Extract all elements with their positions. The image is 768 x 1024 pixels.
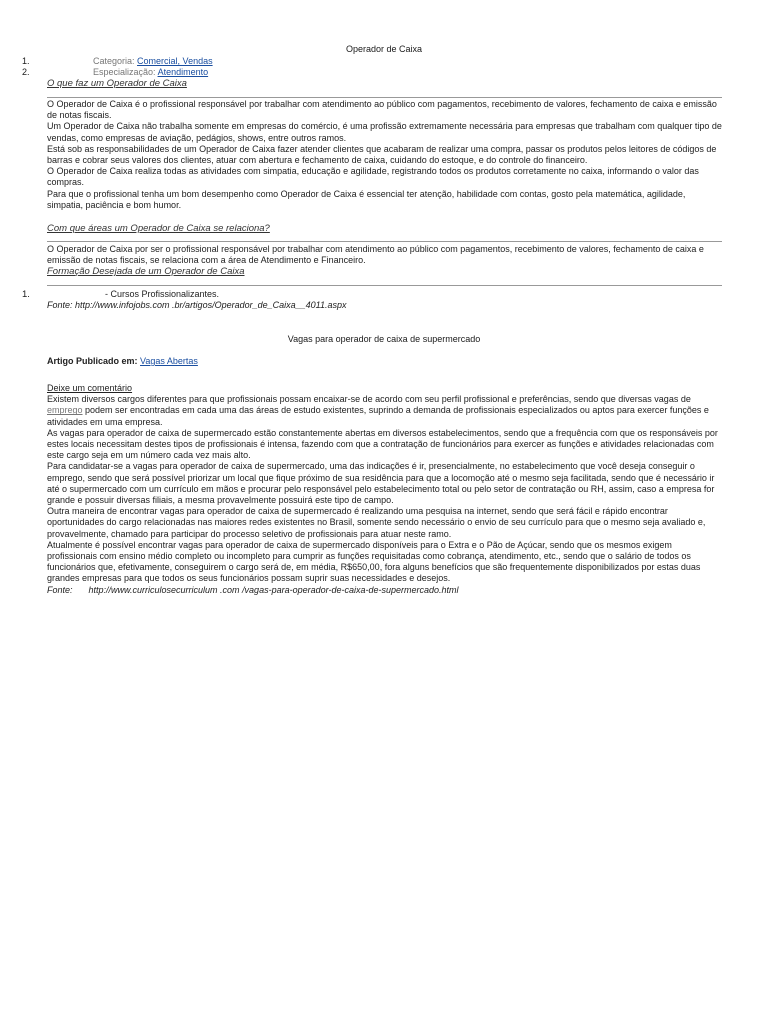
paragraph: Para candidatar-se a vagas para operador de caixa de supermercado, uma das indicações é ir, presencialmente, no estabelecimento que você deseja conseguir o emprego, sendo que será possível priorizar um local que fique próximo de sua residência para que a locomoção até o mesmo seja facilitada, sendo que é necessário ir até o supermercado com um currículo em mãos e procurar pelo responsável pelo estabelecimento total ou pelo setor de contratação ou RH, assim, caso a empresa for grande e possuir diversas filiais, a mesma provavelmente possuirá este tipo de campo. — [47, 461, 715, 506]
meta-specialization — [93, 67, 208, 78]
published-label: Artigo Publicado em: — [47, 356, 138, 366]
published-category-link[interactable]: Vagas Abertas — [140, 356, 198, 366]
category-link[interactable]: Comercial, Vendas — [137, 56, 213, 66]
comment-link[interactable]: Deixe um comentário — [47, 383, 133, 393]
divider — [47, 97, 722, 98]
paragraph: O Operador de Caixa é o profissional responsável por trabalhar com atendimento ao público com pagamentos, recebimento de valores, fechamento de caixa e emissão de notas fiscais. — [47, 99, 717, 121]
paragraph: As vagas para operador de caixa de supermercado estão constantemente abertas em diversos estabelecimentos, sendo que a frequência com que os responsáveis por estes locais necessitam destes tipos de profissionais é intensa, fazendo com que a contratação de funcionários para exercer as funções e atividades relacionadas com este cargo seja em um número cada vez mais alto. — [47, 427, 718, 461]
section-heading-what-does: O que faz um Operador de Caixa — [47, 78, 187, 89]
section-heading-related-areas: Com que áreas um Operador de Caixa se relaciona? — [47, 223, 270, 234]
meta-specialization-label: Especialização: — [93, 67, 156, 77]
article-body — [47, 383, 723, 596]
meta-number-1: 1. — [22, 56, 30, 66]
paragraph — [47, 394, 723, 428]
source-citation: Fonte: http://www.infojobs.com .br/artigos/Operador_de_Caixa__4011.aspx — [47, 300, 347, 310]
doc-title: Operador de Caixa — [345, 44, 423, 54]
specialization-link[interactable]: Atendimento — [157, 67, 209, 77]
paragraph: Atualmente é possível encontrar vagas para operador de caixa de supermercado disponíveis para o Extra e o Pão de Açúcar, sendo que os mesmos exigem profissionais com ensino médio completo ou incompleto para cumprir as funções requisitadas como cobrança, atendimento, etc., sendo que o salário de todos os funcionários que, efetivamente, conseguirem o cargo será de, em média, R$650,00, fora alguns benefícios que são frequentemente disponibilizados por estas duas grandes empresas para que todos os seus funcionários possam suprir suas necessidades e desejos. — [47, 539, 701, 584]
paragraph-text: Existem diversos cargos diferentes para que profissionais possam encaixar-se de acordo com seu perfil profissional e preferências, sendo que diversas vagas de — [47, 394, 691, 405]
divider — [47, 285, 722, 286]
article-source-label: Fonte: — [47, 584, 73, 595]
paragraph: Outra maneira de encontrar vagas para operador de caixa de supermercado é realizando uma pesquisa na internet, sendo que será fácil e rápido encontrar oportunidades do cargo relacionadas nas maiores redes existentes no Brasil, somente sendo necessário o envio de seu currículo para que o mesmo seja avaliado e, provavelmente, chamado para participar do processo seletivo de profissionais para atuar neste ramo. — [47, 506, 706, 539]
paragraph: O Operador de Caixa realiza todas as atividades com simpatia, educação e agilidade, registrando todos os produtos corretamente no caixa, informando o valor das compras. — [47, 166, 699, 188]
list-number: 1. — [22, 289, 30, 300]
section-heading-education: Formação Desejada de um Operador de Caixa — [47, 266, 245, 277]
paragraph: Está sob as responsabilidades de um Operador de Caixa fazer atender clientes que acabaram de realizar uma compra, passar os produtos pelos leitores de códigos de barras e cobrar seus valores dos clientes, atuar com abertura e fechamento de caixa, cuidando do estoque, e do controle do financeiro. — [47, 143, 717, 166]
divider — [47, 241, 722, 242]
article-source-url: http://www.curriculosecurriculum .com /vagas-para-operador-de-caixa-de-supermercado.html — [88, 584, 459, 595]
paragraph-text: podem ser encontradas em cada uma das áreas de estudo existentes, suprindo a demanda de profissionais especializados ou aptos para exercer funções e atividades em uma empresa. — [47, 405, 709, 427]
article-title: Vagas para operador de caixa de supermercado — [287, 334, 481, 344]
list-item-courses: - Cursos Profissionalizantes. — [105, 289, 220, 299]
paragraph: O Operador de Caixa por ser o profissional responsável por trabalhar com atendimento ao público com pagamentos, recebimento de valores, fechamento de caixa e emissão de notas fiscais, se relaciona com a área de Atendimento e Financeiro. — [47, 244, 704, 266]
meta-number-2: 2. — [22, 67, 30, 77]
paragraph: Para que o profissional tenha um bom desempenho como Operador de Caixa é essencial ter atenção, habilidade com contas, gosto pela matemática, agilidade, simpatia, paciência e bom humor. — [47, 188, 686, 210]
paragraph: Um Operador de Caixa não trabalha somente em empresas do comércio, é uma profissão extremamente necessária para empresas que trabalham com qualquer tipo de vendas, como empresas de aviação, pedágios, shows, entre outros ramos. — [47, 121, 722, 143]
article-source — [47, 585, 723, 596]
meta-category — [93, 56, 213, 67]
meta-category-label: Categoria: — [93, 56, 135, 66]
published-line — [47, 356, 723, 367]
section-body-what-does — [47, 99, 723, 211]
emprego-link[interactable]: emprego — [47, 405, 83, 416]
section-body-related-areas — [47, 244, 723, 266]
